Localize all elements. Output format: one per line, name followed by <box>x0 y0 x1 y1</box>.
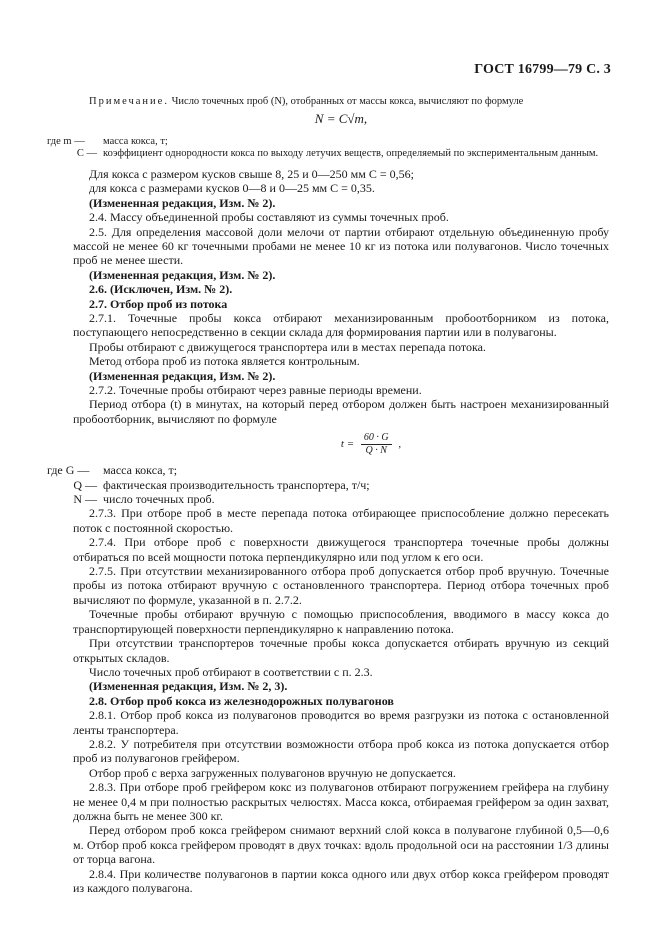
page-header: ГОСТ 16799—79 С. 3 <box>474 62 611 77</box>
definition-q: Q — фактическая производительность транспортера, т/ч; <box>73 477 370 492</box>
text-line: для кокса с размерами кусков 0—8 и 0—25 мм C = 0,35. <box>89 181 375 196</box>
formula-t: t = $\frac{60 \cdot G}{Q \cdot N}$ , <box>340 432 402 457</box>
text-paragraph: При отсутствии транспортеров точечные пробы кокса допускается отбирать вручную из секций открытых складов. <box>73 636 609 665</box>
text-paragraph: Период отбора (t) в минутах, на который перед отбором должен быть настроен механизированный пробоотборник, вычисляют по формуле <box>73 397 609 426</box>
text-paragraph: Число точечных проб отбирают в соответствии с п. 2.3. <box>89 664 373 679</box>
amendment-note: (Измененная редакция, Изм. № 2). <box>89 368 276 383</box>
amendment-note: (Измененная редакция, Изм. № 2, 3). <box>89 679 288 694</box>
clause-2-6: 2.6. (Исключен, Изм. № 2). <box>89 282 233 297</box>
clause-2-7-5: 2.7.5. При отсутствии механизированного отбора проб допускается отбор проб вручную. Точечные пробы из потока отбирают вручную с остановленного транспортера. Период отбора точечных проб вычисляют по формуле, указанной в п. 2.7.2. <box>73 564 609 607</box>
definition-m: где m — масса кокса, т; <box>47 135 168 147</box>
text-paragraph: Пробы отбирают с движущегося транспортера или в местах перепада потока. <box>89 339 486 354</box>
clause-2-7-2: 2.7.2. Точечные пробы отбирают через равные периоды времени. <box>89 383 422 397</box>
text-paragraph: Отбор проб с верха загруженных полувагонов вручную не допускается. <box>89 765 456 780</box>
section-heading-2-8: 2.8. Отбор проб кокса из железнодорожных полувагонов <box>89 693 394 708</box>
text-paragraph: Перед отбором проб кокса грейфером снимают верхний слой кокса в полувагоне глубиной 0,5—0,6 м. Отбор проб кокса грейфером проводят в двух точках: вдоль продольной оси на расстоянии 1/3 длины от торца вагона. <box>73 823 609 867</box>
clause-2-5: 2.5. Для определения массовой доли мелочи от партии отбирают отдельную объединенную пробу массой не менее 60 кг точечными пробами не менее 10 кг из потока или полувагонов. Число точечных проб не менее шести. <box>73 224 609 268</box>
definition-g: где G — масса кокса, т; <box>47 463 178 478</box>
amendment-note: (Измененная редакция, Изм. № 2). <box>89 267 276 282</box>
clause-2-7-4: 2.7.4. При отборе проб с поверхности движущегося транспортера точечные пробы должны отбираться по всей мощности потока перпендикулярно или под углом к его оси. <box>73 535 609 564</box>
clause-2-8-4: 2.8.4. При количестве полувагонов в партии кокса одного или двух отбор кокса грейфером проводят из каждого полувагона. <box>73 866 609 895</box>
text-line: Для кокса с размером кусков свыше 8, 25 и 0—250 мм C = 0,56; <box>89 166 414 181</box>
clause-2-7-1: 2.7.1. Точечные пробы кокса отбирают механизированным пробоотборником из потока, поступающего непосредственно в секции склада для формирования партии или в полувагоны. <box>73 310 609 340</box>
definition-c: C — коэффициент однородности кокса по выходу летучих веществ, определяемый по экспериментальным данным. <box>76 148 599 160</box>
text-paragraph: Метод отбора проб из потока является контрольным. <box>89 354 360 369</box>
clause-2-8-2: 2.8.2. У потребителя при отсутствии возможности отбора проб кокса из потока допускается отбор проб из полувагонов грейфером. <box>73 736 609 766</box>
document-body <box>47 96 609 895</box>
formula-n: N = C√m, <box>314 110 368 126</box>
amendment-note: (Измененная редакция, Изм. № 2). <box>89 195 276 210</box>
clause-2-7-3: 2.7.3. При отборе проб в месте перепада потока отбирающее приспособление должно пересекать поток с постоянной скоростью. <box>73 506 609 535</box>
definition-n: N — число точечных проб. <box>73 492 215 507</box>
clause-2-8-3: 2.8.3. При отборе проб грейфером кокс из полувагонов отбирают погружением грейфера на глубину не менее 0,4 м при полностью раскрытых челюстях. Масса кокса, отбираемая грейфером за один захват, должна быть не менее 300 кг. <box>73 780 609 823</box>
note-label: Примечание. <box>89 96 169 107</box>
formula-fraction: $\frac{60 \cdot G}{Q \cdot N}$ <box>361 432 392 457</box>
formula-definitions <box>47 463 609 506</box>
note-paragraph <box>73 96 609 109</box>
note-text: Число точечных проб (N), отобранных от массы кокса, вычисляют по формуле <box>171 96 524 107</box>
note-definitions <box>47 136 609 161</box>
clause-2-4: 2.4. Массу объединенной пробы составляют из суммы точечных проб. <box>89 210 449 225</box>
text-paragraph: Точечные пробы отбирают вручную с помощью приспособления, вводимого в массу кокса до транспортирующей поверхности перпендикулярно к направлению потока. <box>73 607 609 636</box>
section-heading-2-7: 2.7. Отбор проб из потока <box>89 296 228 311</box>
clause-2-8-1: 2.8.1. Отбор проб кокса из полувагонов проводится во время разгрузки из потока с остановленной ленты транспортера. <box>73 708 609 737</box>
